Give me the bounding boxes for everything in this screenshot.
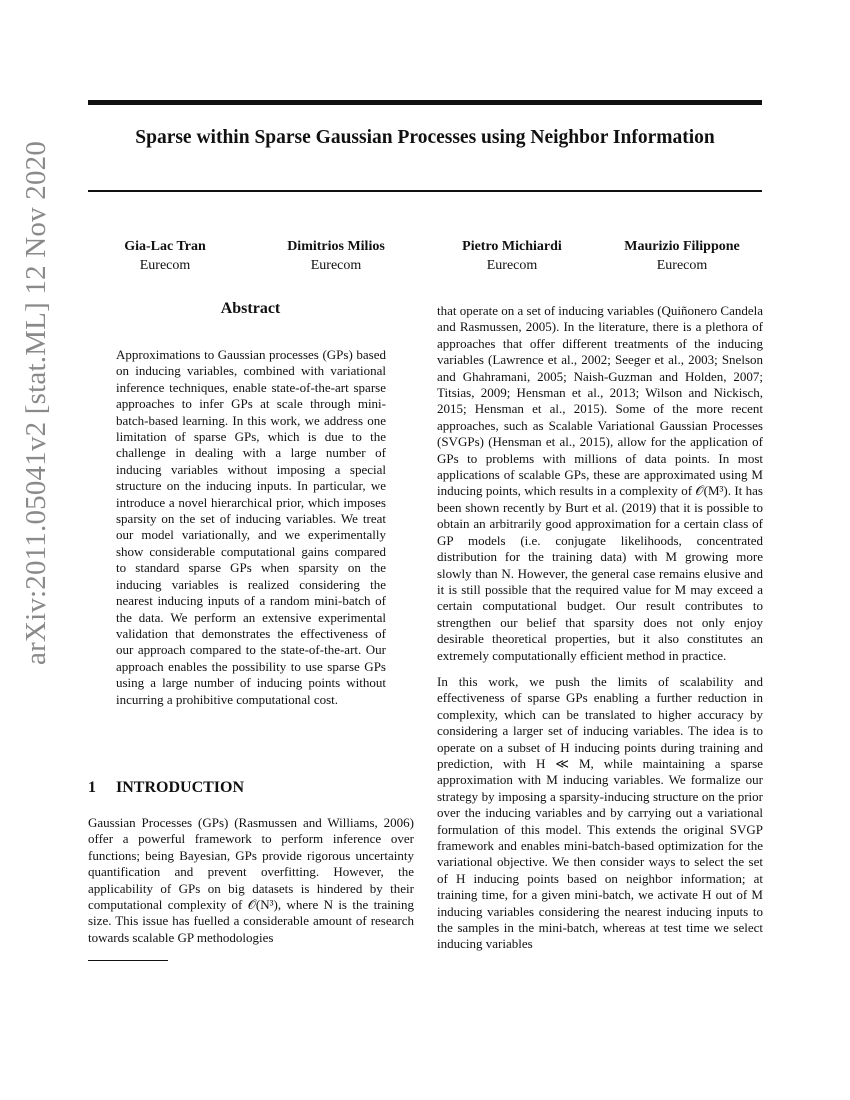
author-name: Pietro Michiardi [462, 239, 562, 254]
section-heading [88, 779, 244, 797]
author-affiliation: Eurecom [139, 258, 191, 273]
section-number: 1 [88, 779, 96, 796]
intro-paragraph-right-2: In this work, we push the limits of scalability and effectiveness of sparse GPs enabling a further reduction in complexity, which can be translated to higher accuracy by considering a larger set of inducing variables. The idea is to operate on a subset of H inducing points during training and prediction, with H ≪ M, while maintaining a sparse approximation with M inducing variables. We formalize our strategy by imposing a sparsity-inducing structure on the prior over the inducing variables and by carrying out a variational formulation of this model. This extends the original SVGP framework and enables mini-batch-based optimization for the variational objective. We then consider ways to select the set of H inducing points based on neighbor information; at training time, for a given mini-batch, we activate H out of M inducing variables considering the nearest inducing inputs to the samples in the mini-batch, whereas at test time we select inducing variables [437, 673, 763, 952]
paper-title: Sparse within Sparse Gaussian Processes using Neighbor Information [135, 127, 715, 148]
author-name: Gia-Lac Tran [124, 239, 206, 254]
author-name: Dimitrios Milios [287, 239, 385, 254]
title-rule-bottom [88, 190, 762, 192]
author-4 [592, 237, 772, 275]
right-column [437, 303, 763, 953]
author-block [88, 237, 762, 277]
author-2 [246, 237, 426, 275]
author-name: Maurizio Filippone [624, 239, 740, 254]
section-title: INTRODUCTION [116, 779, 245, 796]
footnote-rule [88, 960, 168, 961]
intro-paragraph-right-1: that operate on a set of inducing variables (Quiñonero Candela and Rasmussen, 2005). In the literature, there is a plethora of approaches that offer different treatments of the inducing variables (Lawrence et al., 2002; Seeger et al., 2003; Snelson and Ghahramani, 2005; Naish-Guzman and Holden, 2007; Titsias, 2009; Hensman et al., 2013; Wilson and Nickisch, 2015; Hensman et al., 2015). Some of the more recent approaches, such as Scalable Variational Gaussian Processes (SVGPs) (Hensman et al., 2015), allow for the application of GPs to problems with millions of data points. In most applications of scalable GPs, these are approximated using M inducing points, which results in a complexity of 𝒪(M³). It has been shown recently by Burt et al. (2019) that it is possible to obtain an arbitrarily good approximation for a certain class of GP models (i.e. conjugate likelihoods, concentrated distribution for the training data) with M growing more slowly than N. However, the general case remains elusive and it is still possible that the required value for M may exceed a certain computational budget. Our result contributes to strengthen our belief that sparsity does not only enjoy desirable theoretical properties, but it also constitutes an extremely computationally efficient method in practice. [437, 303, 763, 663]
arxiv-identifier: arXiv:2011.05041v2 [stat.ML] 12 Nov 2020 [20, 140, 52, 665]
author-1 [75, 237, 255, 275]
author-affiliation: Eurecom [486, 258, 538, 273]
title-rule-top [88, 100, 762, 105]
intro-paragraph-left: Gaussian Processes (GPs) (Rasmussen and Williams, 2006) offer a powerful framework to perform inference over functions; being Bayesian, GPs provide rigorous uncertainty quantification and prevent overfitting. However, the applicability of GPs on big datasets is hindered by their computational complexity of 𝒪(N³), where N is the training size. This issue has fuelled a considerable amount of research towards scalable GP methodologies [88, 815, 414, 945]
author-affiliation: Eurecom [656, 258, 708, 273]
abstract-text: Approximations to Gaussian processes (GPs) based on inducing variables, combined with variational inference techniques, enable state-of-the-art sparse approaches to infer GPs at scale through mini-batch-based learning. In this work, we address one limitation of sparse GPs, which is due to the challenge in dealing with a large number of inducing variables without imposing a special structure on the inducing inputs. In particular, we introduce a novel hierarchical prior, which imposes sparsity on the set of inducing variables. We treat our model variationally, and we experimentally show considerable computational gains compared to standard sparse GPs when sparsity on the inducing variables is realized considering the nearest inducing inputs of a random mini-batch of the data. We perform an extensive experimental validation that demonstrates the effectiveness of our approach compared to the state-of-the-art. Our approach enables the possibility to use sparse GPs using a large number of inducing points without incurring a prohibitive computational cost. [116, 347, 386, 707]
author-3 [422, 237, 602, 275]
abstract-heading: Abstract [220, 300, 281, 317]
author-affiliation: Eurecom [310, 258, 362, 273]
